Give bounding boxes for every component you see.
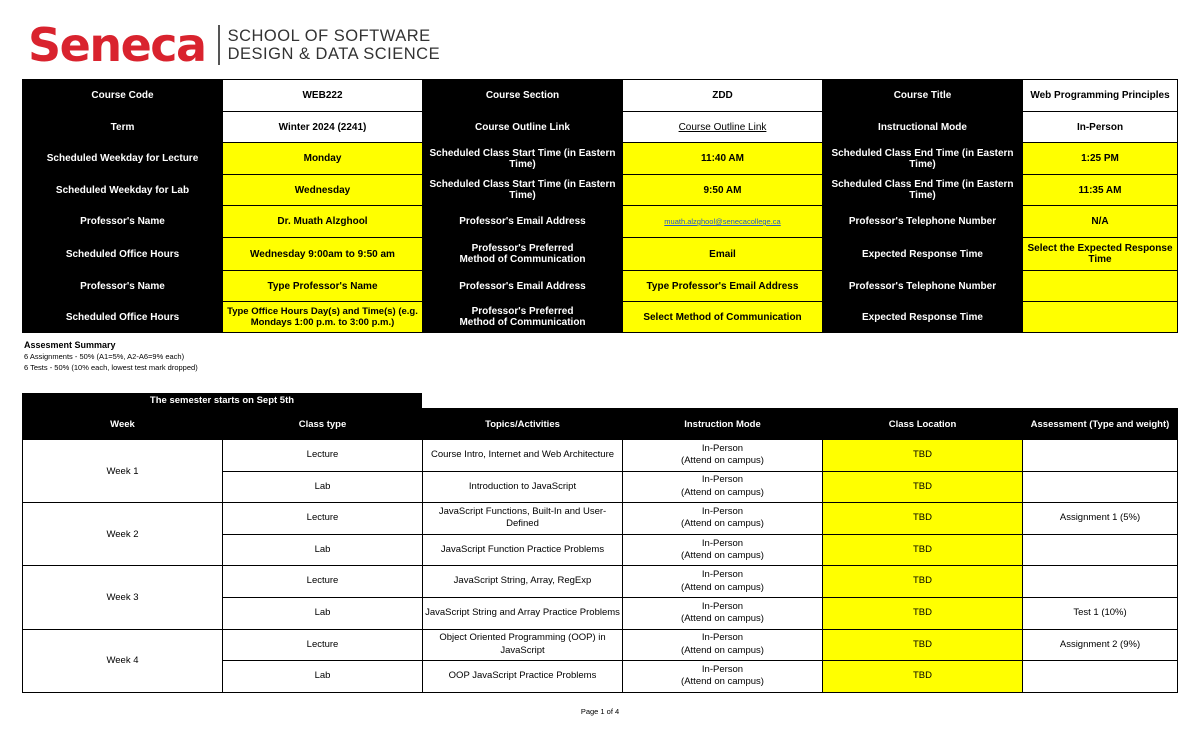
- assessment-cell: [1023, 534, 1178, 566]
- info-label: Professor's Email Address: [423, 206, 623, 238]
- topic-cell: JavaScript Functions, Built-In and User-Defined: [423, 503, 623, 535]
- class-type-cell: Lecture: [223, 440, 423, 472]
- info-value: 11:35 AM: [1023, 175, 1178, 206]
- column-header: Instruction Mode: [623, 409, 823, 440]
- instruction-mode-cell: In-Person (Attend on campus): [623, 661, 823, 693]
- info-value: 11:40 AM: [623, 143, 823, 175]
- instruction-mode-cell: In-Person (Attend on campus): [623, 471, 823, 503]
- class-location-cell: TBD: [823, 661, 1023, 693]
- class-location-cell: TBD: [823, 471, 1023, 503]
- assessment-cell: [1023, 440, 1178, 472]
- info-value: Winter 2024 (2241): [223, 112, 423, 143]
- info-label: Professor's Preferred Method of Communication: [423, 238, 623, 271]
- table-row: [23, 629, 1178, 661]
- class-type-cell: Lab: [223, 661, 423, 693]
- class-location-cell: TBD: [823, 440, 1023, 472]
- info-value: Wednesday: [223, 175, 423, 206]
- brand-name: Seneca: [28, 18, 206, 72]
- info-value: Select Method of Communication: [623, 302, 823, 333]
- week-label: Week 2: [23, 503, 223, 566]
- assessment-summary-line: 6 Assignments - 50% (A1=5%, A2-A6=9% each): [24, 352, 185, 361]
- info-label: Professor's Name: [23, 271, 223, 302]
- info-label: Expected Response Time: [823, 302, 1023, 333]
- info-value: In-Person: [1023, 112, 1178, 143]
- table-row: [23, 503, 1178, 535]
- info-label: Professor's Telephone Number: [823, 206, 1023, 238]
- class-type-cell: Lecture: [223, 503, 423, 535]
- assessment-cell: Assignment 2 (9%): [1023, 629, 1178, 661]
- info-label: Course Outline Link: [423, 112, 623, 143]
- info-label: Expected Response Time: [823, 238, 1023, 271]
- assessment-summary-line: 6 Tests - 50% (10% each, lowest test mark dropped): [24, 363, 198, 372]
- info-value: Monday: [223, 143, 423, 175]
- assessment-summary: [24, 340, 198, 373]
- info-label: Professor's Name: [23, 206, 223, 238]
- seneca-logo: [28, 18, 441, 72]
- info-label: Scheduled Office Hours: [23, 302, 223, 333]
- info-value: 9:50 AM: [623, 175, 823, 206]
- course-info-table: [22, 79, 1178, 333]
- info-value: Wednesday 9:00am to 9:50 am: [223, 238, 423, 271]
- info-value: [1023, 302, 1178, 333]
- class-type-cell: Lecture: [223, 566, 423, 598]
- class-type-cell: Lab: [223, 471, 423, 503]
- instruction-mode-cell: In-Person (Attend on campus): [623, 629, 823, 661]
- course-outline-link[interactable]: Course Outline Link: [623, 112, 823, 143]
- info-label: Professor's Preferred Method of Communication: [423, 302, 623, 333]
- info-label: Scheduled Weekday for Lecture: [23, 143, 223, 175]
- info-value: ZDD: [623, 80, 823, 112]
- week-label: Week 1: [23, 440, 223, 503]
- info-value: WEB222: [223, 80, 423, 112]
- class-location-cell: TBD: [823, 534, 1023, 566]
- info-value: Type Professor's Email Address: [623, 271, 823, 302]
- professor-email-link[interactable]: muath.alzghool@senecacollege.ca: [623, 206, 823, 238]
- info-label: Course Section: [423, 80, 623, 112]
- topic-cell: JavaScript Function Practice Problems: [423, 534, 623, 566]
- info-label: Scheduled Class Start Time (in Eastern Time): [423, 175, 623, 206]
- info-label: Instructional Mode: [823, 112, 1023, 143]
- class-type-cell: Lecture: [223, 629, 423, 661]
- column-header: Class type: [223, 409, 423, 440]
- assessment-cell: [1023, 566, 1178, 598]
- info-row: [23, 206, 1178, 238]
- topic-cell: OOP JavaScript Practice Problems: [423, 661, 623, 693]
- instruction-mode-cell: In-Person (Attend on campus): [623, 534, 823, 566]
- info-label: Course Code: [23, 80, 223, 112]
- info-row: [23, 143, 1178, 175]
- info-label: Scheduled Office Hours: [23, 238, 223, 271]
- info-value: N/A: [1023, 206, 1178, 238]
- column-header: Topics/Activities: [423, 409, 623, 440]
- assessment-cell: Assignment 1 (5%): [1023, 503, 1178, 535]
- info-row: [23, 112, 1178, 143]
- school-name: [228, 27, 441, 63]
- info-value: Type Office Hours Day(s) and Time(s) (e.g. Mondays 1:00 p.m. to 3:00 p.m.): [223, 302, 423, 333]
- column-header: Week: [23, 409, 223, 440]
- weekly-schedule-table: [22, 408, 1178, 693]
- info-label: Scheduled Class End Time (in Eastern Time): [823, 175, 1023, 206]
- info-row: [23, 80, 1178, 112]
- topic-cell: Introduction to JavaScript: [423, 471, 623, 503]
- info-row: [23, 238, 1178, 271]
- info-row: [23, 271, 1178, 302]
- instruction-mode-cell: In-Person (Attend on campus): [623, 440, 823, 472]
- table-row: [23, 566, 1178, 598]
- week-label: Week 4: [23, 629, 223, 692]
- topic-cell: Course Intro, Internet and Web Architecture: [423, 440, 623, 472]
- page-number: Page 1 of 4: [580, 707, 620, 716]
- table-row: [23, 440, 1178, 472]
- assessment-summary-title: Assesment Summary: [24, 340, 116, 350]
- info-value: 1:25 PM: [1023, 143, 1178, 175]
- info-label: Scheduled Weekday for Lab: [23, 175, 223, 206]
- column-header: Class Location: [823, 409, 1023, 440]
- class-type-cell: Lab: [223, 534, 423, 566]
- info-value: Select the Expected Response Time: [1023, 238, 1178, 271]
- info-label: Professor's Email Address: [423, 271, 623, 302]
- column-header: Assessment (Type and weight): [1023, 409, 1178, 440]
- logo-divider: [218, 25, 220, 65]
- topic-cell: JavaScript String, Array, RegExp: [423, 566, 623, 598]
- school-line-1: SCHOOL OF SOFTWARE: [227, 27, 431, 45]
- info-value: Dr. Muath Alzghool: [223, 206, 423, 238]
- info-value: Email: [623, 238, 823, 271]
- info-value: [1023, 271, 1178, 302]
- info-row: [23, 175, 1178, 206]
- info-label: Course Title: [823, 80, 1023, 112]
- class-location-cell: TBD: [823, 597, 1023, 629]
- week-label: Week 3: [23, 566, 223, 629]
- class-location-cell: TBD: [823, 566, 1023, 598]
- instruction-mode-cell: In-Person (Attend on campus): [623, 597, 823, 629]
- info-row: [23, 302, 1178, 333]
- assessment-cell: Test 1 (10%): [1023, 597, 1178, 629]
- info-value: Web Programming Principles: [1023, 80, 1178, 112]
- assessment-cell: [1023, 661, 1178, 693]
- class-location-cell: TBD: [823, 629, 1023, 661]
- info-label: Scheduled Class End Time (in Eastern Time): [823, 143, 1023, 175]
- semester-start-banner: The semester starts on Sept 5th: [22, 393, 422, 408]
- class-type-cell: Lab: [223, 597, 423, 629]
- class-location-cell: TBD: [823, 503, 1023, 535]
- info-label: Scheduled Class Start Time (in Eastern Time): [423, 143, 623, 175]
- assessment-cell: [1023, 471, 1178, 503]
- schedule-header-row: [23, 409, 1178, 440]
- topic-cell: Object Oriented Programming (OOP) in JavaScript: [423, 629, 623, 661]
- info-label: Professor's Telephone Number: [823, 271, 1023, 302]
- instruction-mode-cell: In-Person (Attend on campus): [623, 503, 823, 535]
- info-value: Type Professor's Name: [223, 271, 423, 302]
- instruction-mode-cell: In-Person (Attend on campus): [623, 566, 823, 598]
- info-label: Term: [23, 112, 223, 143]
- topic-cell: JavaScript String and Array Practice Problems: [423, 597, 623, 629]
- school-line-2: DESIGN & DATA SCIENCE: [227, 45, 441, 63]
